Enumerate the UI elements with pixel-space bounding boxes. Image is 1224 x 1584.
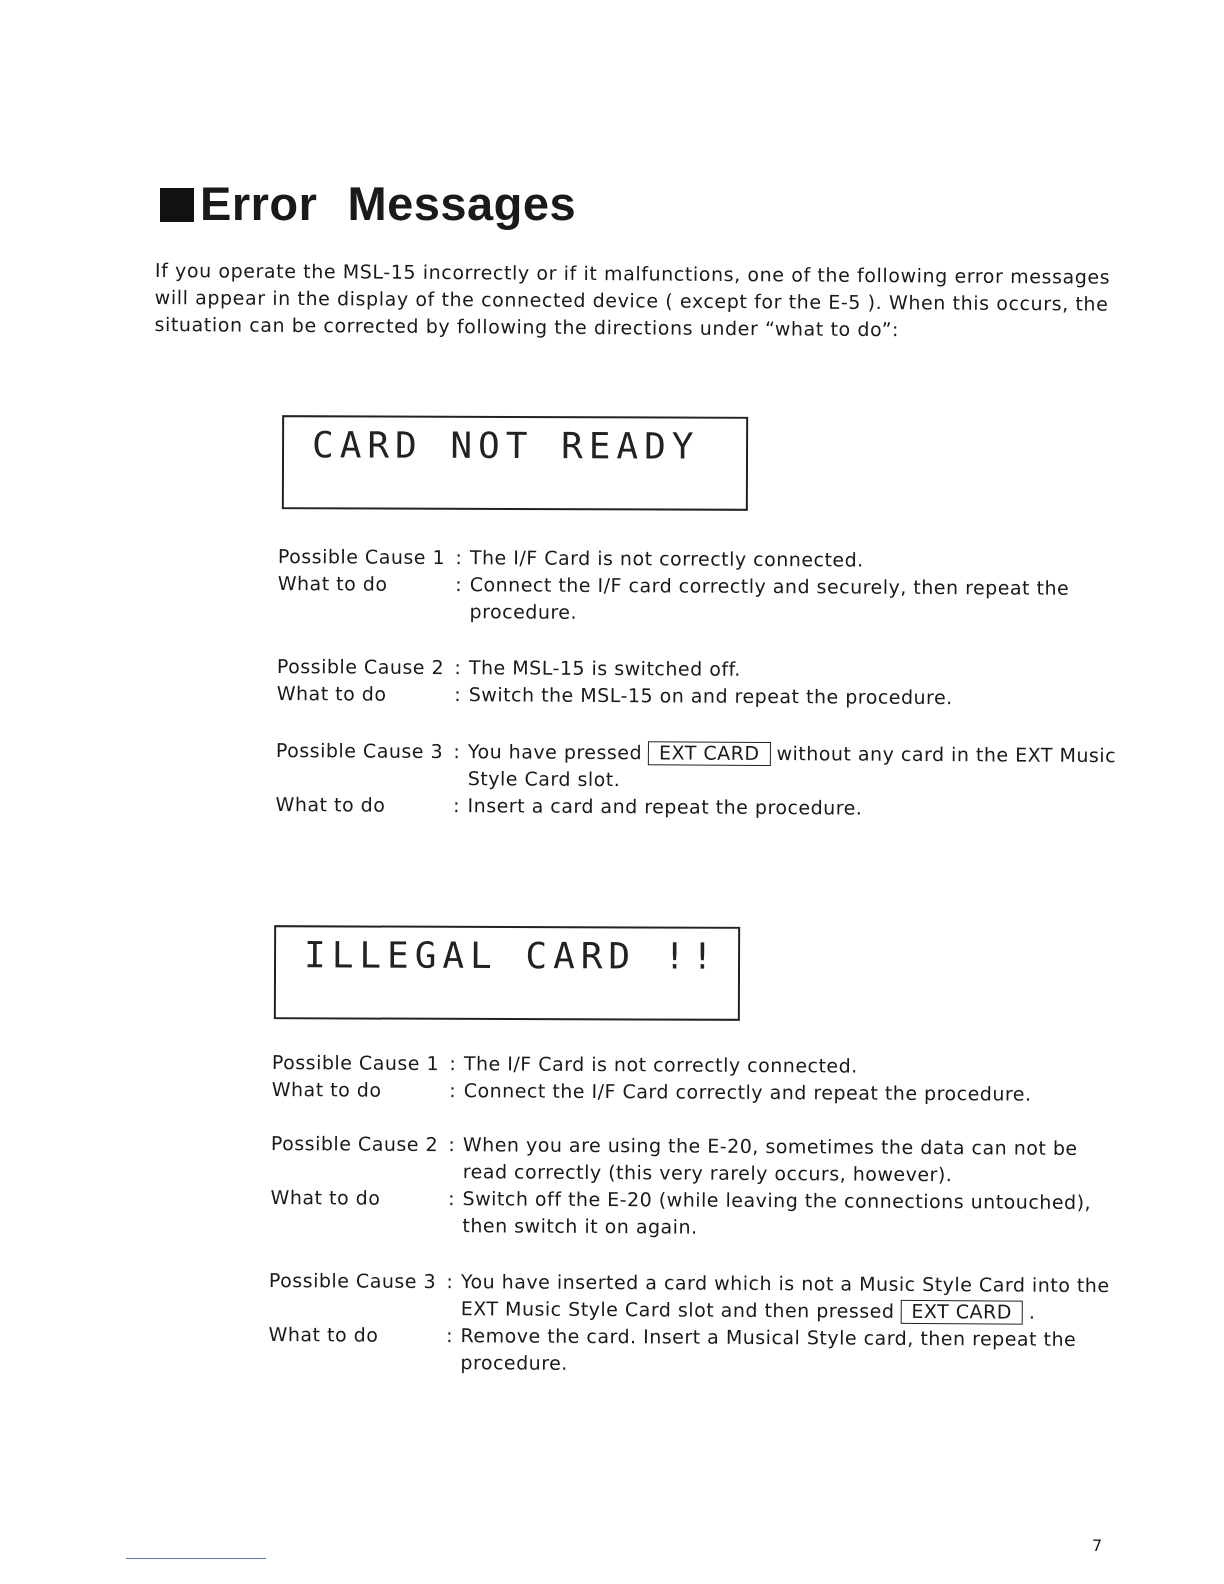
error1-cause2-block: [277, 654, 1127, 713]
colon: :: [455, 547, 463, 570]
colon: :: [446, 1271, 454, 1294]
what-text: Switch the MSL-15 on and repeat the procedure.: [468, 684, 953, 710]
lcd-display-card-not-ready: [282, 415, 748, 511]
what-text: Connect the I/F Card correctly and repeat the procedure.: [463, 1080, 1032, 1106]
cause-text: The MSL-15 is switched off.: [468, 657, 741, 681]
cause-label: Possible Cause 3: [268, 1270, 437, 1294]
title-word-messages: Messages: [347, 177, 577, 230]
what-text: Switch off the E-20 (while leaving the connections untouched), then switch it on again.: [462, 1188, 1092, 1239]
lcd-display-illegal-card: [274, 925, 740, 1021]
lcd-text: CARD NOT READY: [311, 425, 700, 468]
cause-text: When you are using the E-20, sometimes the data can not be read correctly (this very rarely occurs, however).: [462, 1134, 1078, 1187]
ext-card-key: EXT CARD: [900, 1300, 1023, 1325]
what-label: What to do: [276, 682, 387, 706]
what-label: What to do: [268, 1323, 379, 1347]
page-title: [160, 176, 576, 231]
cause-text-before: You have inserted a card which is not a Music Style Card into the EXT Music Style Card slot and then pressed: [460, 1271, 1110, 1323]
what-label: What to do: [270, 1186, 381, 1210]
cause-label: Possible Cause 3: [275, 739, 444, 764]
error2-cause2-block: [270, 1131, 1121, 1244]
cause-text-after: without any card in the EXT Music Style Card slot.: [467, 743, 1117, 792]
what-text: Connect the I/F card correctly and securely, then repeat the procedure.: [469, 574, 1070, 624]
colon: :: [454, 657, 462, 680]
error1-cause3-block: [276, 738, 1126, 824]
page-number: 7: [1092, 1536, 1103, 1555]
colon: :: [455, 574, 463, 597]
what-text: Insert a card and repeat the procedure.: [467, 795, 863, 820]
error1-cause1-block: [278, 544, 1128, 630]
cause-text: The I/F Card is not correctly connected.: [463, 1053, 858, 1078]
what-text: Remove the card. Insert a Musical Style card, then repeat the procedure.: [460, 1325, 1077, 1375]
cause-text: [468, 739, 1126, 797]
colon: :: [448, 1134, 456, 1157]
title-word-error: Error: [200, 177, 318, 230]
what-label: What to do: [271, 1078, 382, 1102]
error2-cause3-block: [268, 1268, 1119, 1381]
colon: :: [453, 795, 461, 818]
cause-text-before: You have pressed: [467, 741, 643, 765]
what-label: What to do: [275, 793, 386, 817]
cause-text: [461, 1269, 1119, 1327]
error2-cause1-block: [272, 1050, 1122, 1109]
colon: :: [449, 1080, 457, 1103]
colon: :: [448, 1188, 456, 1211]
ext-card-key: EXT CARD: [648, 741, 771, 766]
cause-label: Possible Cause 2: [276, 655, 445, 680]
cause-label: Possible Cause 2: [270, 1133, 439, 1157]
footer-divider: [126, 1558, 266, 1559]
colon: :: [454, 684, 462, 707]
colon: :: [446, 1325, 454, 1348]
cause-text-after: .: [1028, 1301, 1036, 1324]
cause-text: The I/F Card is not correctly connected.: [469, 547, 864, 572]
cause-label: Possible Cause 1: [277, 545, 446, 570]
lcd-text: ILLEGAL CARD !!: [303, 935, 720, 978]
what-label: What to do: [277, 572, 388, 596]
colon: :: [449, 1053, 457, 1076]
intro-paragraph: If you operate the MSL-15 incorrectly or if it malfunctions, one of the following error messages will appear in the display of the connected device ( except for the E-5 ). When this occurs, the situation can be corrected by following the directions under “what to do”:: [154, 259, 1111, 342]
colon: :: [453, 741, 461, 764]
square-bullet-icon: [160, 188, 194, 222]
cause-label: Possible Cause 1: [271, 1052, 440, 1076]
